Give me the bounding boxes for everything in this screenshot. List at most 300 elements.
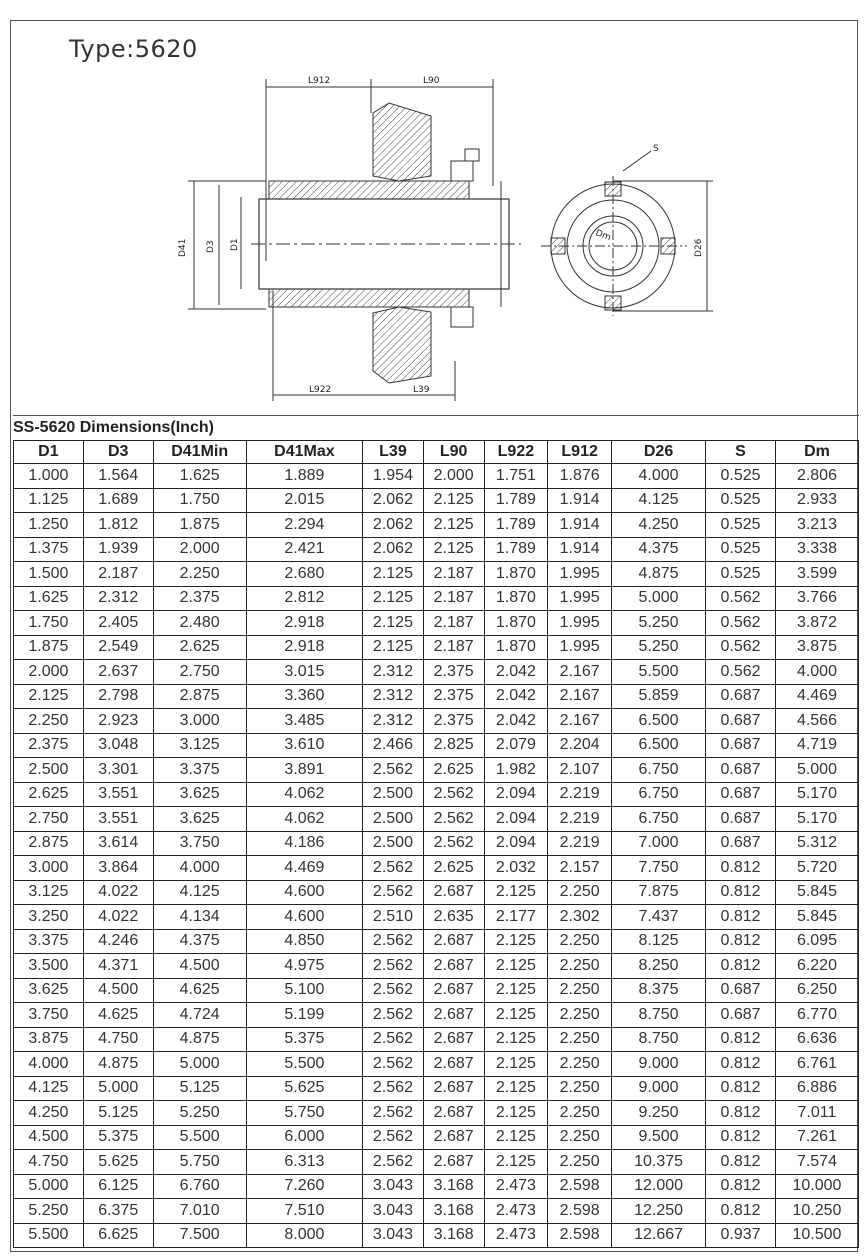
table-cell: 3.000 (14, 856, 84, 881)
table-cell: 2.562 (363, 1101, 424, 1126)
table-cell: 3.250 (14, 905, 84, 930)
table-cell: 1.500 (14, 562, 84, 587)
table-cell: 4.975 (246, 954, 362, 979)
table-cell: 6.750 (612, 758, 706, 783)
table-cell: 2.812 (246, 586, 362, 611)
table-cell: 3.213 (775, 513, 858, 538)
table-cell: 1.789 (484, 513, 548, 538)
table-cell: 5.000 (153, 1052, 246, 1077)
table-row (14, 1076, 859, 1101)
table-cell: 5.000 (612, 586, 706, 611)
table-cell: 2.680 (246, 562, 362, 587)
table-cell: 5.199 (246, 1003, 362, 1028)
table-cell: 2.825 (423, 733, 484, 758)
table-cell: 12.667 (612, 1223, 706, 1248)
table-cell: 4.125 (153, 880, 246, 905)
table-cell: 5.500 (14, 1223, 84, 1248)
column-header: D3 (83, 441, 153, 464)
table-row (14, 856, 859, 881)
table-cell: 2.562 (363, 1150, 424, 1175)
table-cell: 6.250 (775, 978, 858, 1003)
table-cell: 2.250 (548, 1076, 612, 1101)
table-cell: 3.015 (246, 660, 362, 685)
table-row (14, 562, 859, 587)
table-cell: 1.995 (548, 562, 612, 587)
table-cell: 1.870 (484, 586, 548, 611)
table-cell: 3.125 (14, 880, 84, 905)
table-cell: 2.125 (423, 513, 484, 538)
table-cell: 0.687 (706, 807, 776, 832)
table-cell: 3.048 (83, 733, 153, 758)
table-cell: 2.687 (423, 1076, 484, 1101)
table-cell: 3.375 (153, 758, 246, 783)
table-cell: 0.562 (706, 660, 776, 685)
table-cell: 0.687 (706, 684, 776, 709)
table-cell: 2.177 (484, 905, 548, 930)
column-header: D41Max (246, 441, 362, 464)
table-cell: 4.500 (83, 978, 153, 1003)
table-row (14, 488, 859, 513)
table-cell: 0.812 (706, 1174, 776, 1199)
table-cell: 2.473 (484, 1199, 548, 1224)
table-cell: 1.889 (246, 464, 362, 489)
table-cell: 2.549 (83, 635, 153, 660)
table-cell: 2.562 (363, 1052, 424, 1077)
table-cell: 2.375 (423, 660, 484, 685)
table-cell: 5.170 (775, 782, 858, 807)
column-header: L90 (423, 441, 484, 464)
table-cell: 4.875 (83, 1052, 153, 1077)
table-cell: 8.375 (612, 978, 706, 1003)
table-row (14, 929, 859, 954)
table-cell: 2.750 (14, 807, 84, 832)
table-cell: 1.564 (83, 464, 153, 489)
table-cell: 6.375 (83, 1199, 153, 1224)
table-cell: 4.875 (153, 1027, 246, 1052)
table-cell: 5.750 (246, 1101, 362, 1126)
table-row (14, 513, 859, 538)
table-cell: 4.600 (246, 905, 362, 930)
table-cell: 2.125 (363, 586, 424, 611)
table-cell: 9.000 (612, 1052, 706, 1077)
table-cell: 2.167 (548, 660, 612, 685)
table-cell: 4.375 (153, 929, 246, 954)
table-cell: 2.219 (548, 831, 612, 856)
table-cell: 0.525 (706, 464, 776, 489)
column-header: D1 (14, 441, 84, 464)
table-cell: 8.750 (612, 1003, 706, 1028)
table-cell: 1.812 (83, 513, 153, 538)
table-cell: 10.000 (775, 1174, 858, 1199)
table-cell: 3.485 (246, 709, 362, 734)
table-row (14, 586, 859, 611)
table-cell: 2.250 (548, 1027, 612, 1052)
column-header: L922 (484, 441, 548, 464)
table-cell: 0.812 (706, 880, 776, 905)
table-cell: 2.094 (484, 782, 548, 807)
table-cell: 2.687 (423, 1052, 484, 1077)
table-row (14, 978, 859, 1003)
table-cell: 4.062 (246, 782, 362, 807)
table-cell: 2.125 (484, 978, 548, 1003)
table-cell: 1.000 (14, 464, 84, 489)
table-cell: 2.250 (548, 1101, 612, 1126)
label-d1: D1 (230, 238, 240, 251)
table-cell: 2.125 (363, 635, 424, 660)
table-cell: 3.338 (775, 537, 858, 562)
table-cell: 3.551 (83, 782, 153, 807)
table-cell: 2.167 (548, 684, 612, 709)
table-cell: 2.625 (423, 758, 484, 783)
table-cell: 3.864 (83, 856, 153, 881)
table-cell: 4.375 (612, 537, 706, 562)
table-cell: 7.875 (612, 880, 706, 905)
table-cell: 3.599 (775, 562, 858, 587)
table-cell: 2.125 (423, 537, 484, 562)
table-cell: 2.687 (423, 1027, 484, 1052)
table-cell: 4.186 (246, 831, 362, 856)
table-cell: 6.095 (775, 929, 858, 954)
table-cell: 4.875 (612, 562, 706, 587)
table-cell: 5.250 (612, 611, 706, 636)
table-cell: 2.312 (363, 709, 424, 734)
dimensions-table (13, 440, 859, 1248)
table-cell: 3.875 (775, 635, 858, 660)
table-cell: 2.473 (484, 1223, 548, 1248)
table-cell: 1.625 (153, 464, 246, 489)
table-cell: 2.032 (484, 856, 548, 881)
table-row (14, 611, 859, 636)
table-cell: 2.125 (363, 611, 424, 636)
table-cell: 2.187 (423, 586, 484, 611)
table-cell: 7.000 (612, 831, 706, 856)
table-cell: 4.000 (153, 856, 246, 881)
table-cell: 4.125 (14, 1076, 84, 1101)
table-cell: 2.250 (548, 1052, 612, 1077)
table-cell: 6.500 (612, 709, 706, 734)
table-cell: 6.625 (83, 1223, 153, 1248)
table-row (14, 807, 859, 832)
table-cell: 7.260 (246, 1174, 362, 1199)
table-cell: 2.042 (484, 684, 548, 709)
table-cell: 3.168 (423, 1199, 484, 1224)
table-cell: 0.812 (706, 929, 776, 954)
table-cell: 1.750 (153, 488, 246, 513)
table-cell: 0.687 (706, 1003, 776, 1028)
column-header: S (706, 441, 776, 464)
table-cell: 2.806 (775, 464, 858, 489)
table-cell: 6.770 (775, 1003, 858, 1028)
table-cell: 1.875 (14, 635, 84, 660)
table-row (14, 782, 859, 807)
table-cell: 3.625 (14, 978, 84, 1003)
table-row (14, 1150, 859, 1175)
table-cell: 12.000 (612, 1174, 706, 1199)
table-cell: 2.312 (363, 660, 424, 685)
table-cell: 2.635 (423, 905, 484, 930)
table-cell: 1.954 (363, 464, 424, 489)
table-cell: 6.750 (612, 782, 706, 807)
table-cell: 8.250 (612, 954, 706, 979)
table-cell: 1.870 (484, 562, 548, 587)
table-cell: 4.246 (83, 929, 153, 954)
column-header: D41Min (153, 441, 246, 464)
table-cell: 5.500 (612, 660, 706, 685)
table-cell: 5.125 (83, 1101, 153, 1126)
table-cell: 2.918 (246, 635, 362, 660)
table-cell: 2.250 (548, 1150, 612, 1175)
table-cell: 2.125 (484, 954, 548, 979)
table-cell: 4.719 (775, 733, 858, 758)
table-cell: 2.625 (14, 782, 84, 807)
table-cell: 10.500 (775, 1223, 858, 1248)
table-cell: 10.375 (612, 1150, 706, 1175)
table-row (14, 880, 859, 905)
table-cell: 2.125 (423, 488, 484, 513)
table-cell: 2.125 (484, 1101, 548, 1126)
table-cell: 2.405 (83, 611, 153, 636)
label-d41: D41 (178, 238, 188, 257)
label-d3: D3 (206, 240, 216, 253)
table-cell: 6.220 (775, 954, 858, 979)
table-cell: 0.812 (706, 1199, 776, 1224)
table-cell: 2.510 (363, 905, 424, 930)
table-row (14, 1223, 859, 1248)
table-cell: 1.939 (83, 537, 153, 562)
table-cell: 0.525 (706, 513, 776, 538)
table-cell: 4.125 (612, 488, 706, 513)
table-cell: 2.562 (363, 1003, 424, 1028)
table-cell: 5.250 (14, 1199, 84, 1224)
table-cell: 3.750 (14, 1003, 84, 1028)
table-cell: 2.187 (423, 611, 484, 636)
table-row (14, 758, 859, 783)
table-cell: 5.720 (775, 856, 858, 881)
table-cell: 7.261 (775, 1125, 858, 1150)
table-cell: 1.914 (548, 513, 612, 538)
table-cell: 2.598 (548, 1223, 612, 1248)
label-dm: Dm (593, 228, 613, 244)
table-cell: 1.789 (484, 488, 548, 513)
table-cell: 2.125 (484, 1125, 548, 1150)
table-cell: 2.250 (548, 1125, 612, 1150)
table-cell: 2.598 (548, 1174, 612, 1199)
technical-drawing (11, 21, 857, 415)
table-cell: 2.562 (363, 929, 424, 954)
table-cell: 3.875 (14, 1027, 84, 1052)
table-cell: 1.250 (14, 513, 84, 538)
table-cell: 2.687 (423, 1125, 484, 1150)
table-cell: 10.250 (775, 1199, 858, 1224)
table-cell: 2.187 (423, 635, 484, 660)
table-cell: 2.421 (246, 537, 362, 562)
table-cell: 5.000 (775, 758, 858, 783)
table-cell: 2.125 (484, 1150, 548, 1175)
table-cell: 2.562 (363, 880, 424, 905)
label-l39: L39 (413, 385, 430, 395)
table-cell: 2.466 (363, 733, 424, 758)
table-cell: 2.250 (548, 880, 612, 905)
table-cell: 2.562 (363, 1076, 424, 1101)
table-row (14, 1052, 859, 1077)
table-cell: 0.687 (706, 831, 776, 856)
table-row (14, 660, 859, 685)
table-cell: 2.125 (484, 1027, 548, 1052)
table-cell: 1.982 (484, 758, 548, 783)
table-cell: 2.312 (363, 684, 424, 709)
table-cell: 5.845 (775, 905, 858, 930)
table-cell: 3.043 (363, 1223, 424, 1248)
table-cell: 2.125 (484, 880, 548, 905)
table-cell: 2.687 (423, 880, 484, 905)
table-cell: 0.525 (706, 537, 776, 562)
table-cell: 4.850 (246, 929, 362, 954)
table-cell: 1.875 (153, 513, 246, 538)
table-cell: 2.687 (423, 954, 484, 979)
table-cell: 4.134 (153, 905, 246, 930)
table-cell: 6.636 (775, 1027, 858, 1052)
table-cell: 2.923 (83, 709, 153, 734)
table-cell: 5.125 (153, 1076, 246, 1101)
table-cell: 2.687 (423, 1150, 484, 1175)
table-cell: 1.789 (484, 537, 548, 562)
table-cell: 5.250 (612, 635, 706, 660)
table-cell: 9.000 (612, 1076, 706, 1101)
table-cell: 2.562 (363, 758, 424, 783)
table-cell: 3.000 (153, 709, 246, 734)
table-cell: 2.375 (14, 733, 84, 758)
column-header: L39 (363, 441, 424, 464)
table-cell: 4.625 (153, 978, 246, 1003)
table-cell: 0.812 (706, 1125, 776, 1150)
table-cell: 2.480 (153, 611, 246, 636)
table-cell: 7.437 (612, 905, 706, 930)
table-row (14, 831, 859, 856)
table-cell: 1.914 (548, 488, 612, 513)
table-cell: 4.469 (775, 684, 858, 709)
table-cell: 2.204 (548, 733, 612, 758)
table-cell: 2.500 (363, 807, 424, 832)
label-l90: L90 (423, 76, 440, 86)
table-cell: 3.551 (83, 807, 153, 832)
table-cell: 2.187 (83, 562, 153, 587)
table-cell: 7.750 (612, 856, 706, 881)
table-cell: 3.125 (153, 733, 246, 758)
table-cell: 3.360 (246, 684, 362, 709)
table-cell: 4.750 (14, 1150, 84, 1175)
table-cell: 2.687 (423, 929, 484, 954)
table-cell: 7.574 (775, 1150, 858, 1175)
table-cell: 2.125 (484, 1076, 548, 1101)
table-cell: 2.125 (363, 562, 424, 587)
table-row (14, 1003, 859, 1028)
table-cell: 3.766 (775, 586, 858, 611)
table-cell: 2.625 (423, 856, 484, 881)
table-cell: 7.011 (775, 1101, 858, 1126)
table-cell: 4.250 (612, 513, 706, 538)
table-cell: 5.859 (612, 684, 706, 709)
table-cell: 7.010 (153, 1199, 246, 1224)
table-title: SS-5620 Dimensions(Inch) (13, 419, 214, 436)
table-cell: 5.250 (153, 1101, 246, 1126)
table-cell: 0.562 (706, 635, 776, 660)
table-cell: 6.000 (246, 1125, 362, 1150)
table-cell: 0.812 (706, 1076, 776, 1101)
table-cell: 0.812 (706, 856, 776, 881)
table-cell: 5.375 (83, 1125, 153, 1150)
table-cell: 0.812 (706, 1101, 776, 1126)
table-cell: 6.125 (83, 1174, 153, 1199)
table-cell: 2.473 (484, 1174, 548, 1199)
table-row (14, 954, 859, 979)
table-cell: 2.219 (548, 807, 612, 832)
seal-cross-section-drawing (11, 21, 857, 415)
table-cell: 6.750 (612, 807, 706, 832)
table-cell: 5.500 (153, 1125, 246, 1150)
table-cell: 1.876 (548, 464, 612, 489)
table-cell: 2.157 (548, 856, 612, 881)
table-cell: 2.500 (363, 782, 424, 807)
table-cell: 2.000 (423, 464, 484, 489)
table-cell: 2.250 (153, 562, 246, 587)
table-cell: 0.937 (706, 1223, 776, 1248)
table-cell: 1.375 (14, 537, 84, 562)
table-cell: 4.625 (83, 1003, 153, 1028)
table-cell: 2.250 (548, 1003, 612, 1028)
table-cell: 2.500 (14, 758, 84, 783)
label-s: S (653, 144, 659, 154)
table-cell: 2.875 (14, 831, 84, 856)
table-cell: 0.812 (706, 954, 776, 979)
table-cell: 3.610 (246, 733, 362, 758)
table-cell: 2.562 (363, 1027, 424, 1052)
table-cell: 9.500 (612, 1125, 706, 1150)
table-cell: 3.301 (83, 758, 153, 783)
table-cell: 1.625 (14, 586, 84, 611)
table-cell: 5.170 (775, 807, 858, 832)
section-divider (13, 415, 859, 416)
table-cell: 2.562 (363, 1125, 424, 1150)
table-cell: 2.687 (423, 1101, 484, 1126)
table-cell: 1.995 (548, 635, 612, 660)
table-cell: 0.562 (706, 611, 776, 636)
table-cell: 0.525 (706, 488, 776, 513)
table-cell: 3.043 (363, 1199, 424, 1224)
table-cell: 4.000 (14, 1052, 84, 1077)
table-cell: 2.250 (14, 709, 84, 734)
table-cell: 2.562 (363, 856, 424, 881)
table-cell: 2.000 (14, 660, 84, 685)
table-row (14, 635, 859, 660)
datasheet-frame (10, 20, 858, 1252)
table-cell: 1.914 (548, 537, 612, 562)
table-cell: 7.500 (153, 1223, 246, 1248)
table-cell: 0.812 (706, 1052, 776, 1077)
table-cell: 2.562 (423, 831, 484, 856)
table-cell: 4.500 (153, 954, 246, 979)
table-cell: 5.312 (775, 831, 858, 856)
table-cell: 1.870 (484, 635, 548, 660)
table-row (14, 1174, 859, 1199)
column-header: D26 (612, 441, 706, 464)
table-cell: 2.042 (484, 660, 548, 685)
table-cell: 0.687 (706, 733, 776, 758)
table-cell: 5.100 (246, 978, 362, 1003)
table-cell: 4.062 (246, 807, 362, 832)
table-cell: 1.870 (484, 611, 548, 636)
table-cell: 0.812 (706, 1150, 776, 1175)
table-cell: 0.562 (706, 586, 776, 611)
